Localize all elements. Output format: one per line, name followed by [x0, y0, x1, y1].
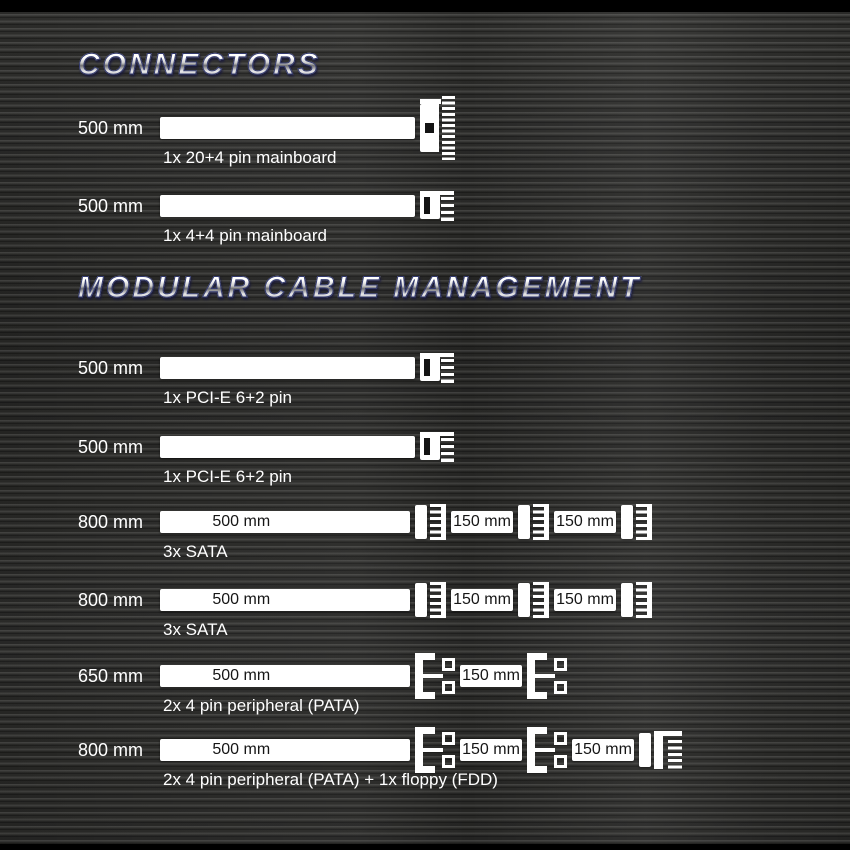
cable-bar-segment [572, 739, 634, 761]
cable-bar [160, 665, 410, 687]
cable-row [160, 436, 454, 458]
bar-length-label: 150 mm [453, 591, 511, 608]
section-title-modular: MODULAR CABLE MANAGEMENT [78, 271, 642, 304]
cable-row [160, 195, 454, 217]
cable-caption: 1x 20+4 pin mainboard [163, 148, 337, 167]
pcie-6plus2-connector-icon [420, 353, 454, 383]
cable-sleeve-icon [415, 583, 427, 617]
cable-sleeve-icon [621, 583, 633, 617]
sata-connector-icon [636, 582, 652, 618]
bottom-border [0, 844, 850, 850]
bar-length-label: 500 mm [212, 513, 271, 530]
cable-sleeve-icon [415, 505, 427, 539]
connector-group [518, 504, 549, 540]
cable-row [160, 739, 682, 761]
cable-bar [160, 436, 415, 458]
connector-group [621, 504, 652, 540]
cable-caption: 3x SATA [163, 542, 228, 561]
bar-length-label: 500 mm [212, 591, 271, 608]
section-title-connectors: CONNECTORS [78, 48, 321, 81]
length-label: 500 mm [78, 358, 144, 378]
sata-connector-icon [533, 504, 549, 540]
cable-bar [160, 195, 415, 217]
cable-bar [160, 739, 410, 761]
bar-length-label: 150 mm [462, 741, 520, 758]
length-label: 800 mm [78, 512, 144, 532]
cable-bar-segment [554, 589, 616, 611]
molex-pata-connector-icon [415, 653, 455, 699]
length-label: 800 mm [78, 590, 144, 610]
cable-row [160, 511, 652, 533]
sata-connector-icon [430, 504, 446, 540]
top-border [0, 0, 850, 12]
cable-row [160, 117, 456, 139]
cable-caption: 1x PCI-E 6+2 pin [163, 388, 292, 407]
cable-caption: 3x SATA [163, 620, 228, 639]
sata-connector-icon [533, 582, 549, 618]
length-label: 800 mm [78, 740, 144, 760]
cable-row [160, 665, 567, 687]
bar-length-label: 150 mm [453, 513, 511, 530]
eps-4plus4-connector-icon [420, 191, 454, 221]
connector-group [518, 582, 549, 618]
cable-sleeve-icon [639, 733, 651, 767]
length-label: 650 mm [78, 666, 144, 686]
cable-bar [160, 117, 415, 139]
bar-length-label: 150 mm [556, 513, 614, 530]
cable-bar [160, 511, 410, 533]
cable-bar [160, 589, 410, 611]
cable-caption: 1x PCI-E 6+2 pin [163, 467, 292, 486]
floppy-fdd-connector-icon [654, 731, 682, 769]
length-label: 500 mm [78, 118, 144, 138]
cable-sleeve-icon [621, 505, 633, 539]
cable-caption: 1x 4+4 pin mainboard [163, 226, 327, 245]
cable-bar-segment [460, 739, 522, 761]
cable-bar-segment [451, 511, 513, 533]
length-label: 500 mm [78, 196, 144, 216]
cable-row [160, 357, 454, 379]
bar-length-label: 500 mm [212, 667, 271, 684]
bar-length-label: 150 mm [574, 741, 632, 758]
molex-pata-connector-icon [527, 653, 567, 699]
molex-pata-connector-icon [527, 727, 567, 773]
connector-group [415, 504, 446, 540]
connector-group [415, 582, 446, 618]
molex-pata-connector-icon [415, 727, 455, 773]
cable-bar-segment [451, 589, 513, 611]
pcie-6plus2-connector-icon [420, 432, 454, 462]
connector-group [639, 731, 682, 769]
bar-length-label: 150 mm [556, 591, 614, 608]
cable-caption: 2x 4 pin peripheral (PATA) + 1x floppy (FDD) [163, 770, 498, 789]
cable-sleeve-icon [518, 505, 530, 539]
bar-length-label: 500 mm [212, 741, 271, 758]
cable-row [160, 589, 652, 611]
cable-caption: 2x 4 pin peripheral (PATA) [163, 696, 360, 715]
sata-connector-icon [636, 504, 652, 540]
sata-connector-icon [430, 582, 446, 618]
cable-bar-segment [554, 511, 616, 533]
bar-length-label: 150 mm [462, 667, 520, 684]
cable-bar [160, 357, 415, 379]
cable-sleeve-icon [518, 583, 530, 617]
connector-group [621, 582, 652, 618]
length-label: 500 mm [78, 437, 144, 457]
atx-20plus4-connector-icon [420, 96, 456, 160]
cable-bar-segment [460, 665, 522, 687]
